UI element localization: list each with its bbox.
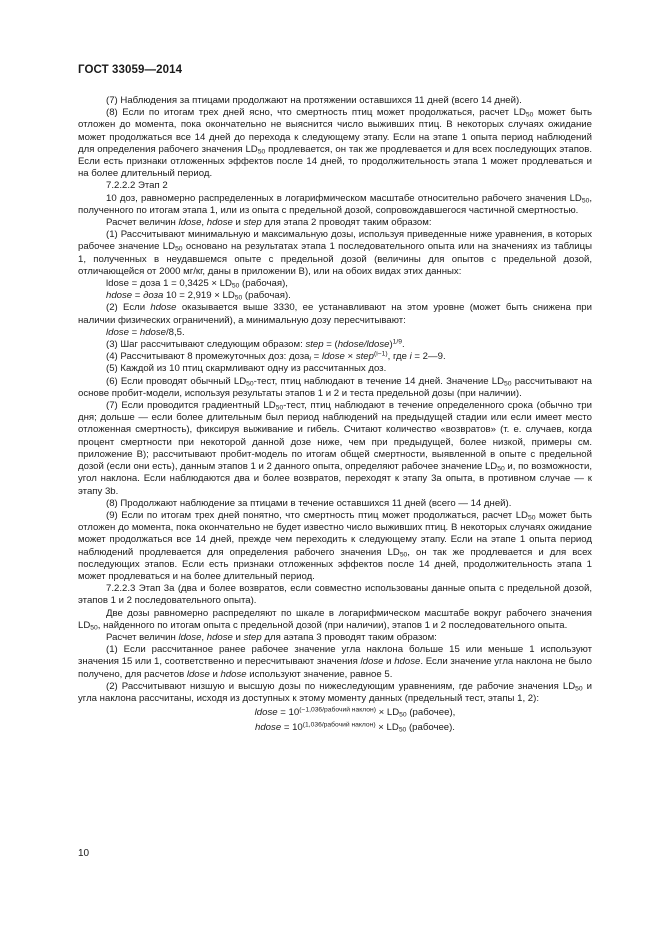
formula: hdose = доза $10 = 2,919 \times LD_{50}$ (рабочая). [106,290,291,302]
paragraph: (1) Если рассчитанное ранее рабочее значение угла наклона больше 15 или меньше 1 используют значения 15 или 1, соответственно и пересчитывают значения ldose и hdose. Если значение угла наклона не было получено, для расчетов ldose и hdose используют значение, равное 5. [78,644,592,680]
paragraph: (7) Если проводится градиентный $LD_{50}$-тест, птиц наблюдают в течение определенного срока (обычно три дня; дольше — если более длительным был период наблюдений на предыдущей стадии или если имеет место отложенная смертность), фиксируя выживание и гибель. Считают количество «возвратов» (т. е. случаев, когда процент смертности при некоторой данной дозе ниже, чем при предыдущей, более низкой, примеры см. приложение В); рассчитывают пробит-модель по итогам общей смертности, выявленной в опыте с предельной дозой (если они есть), данным этапов 1 и 2 данного опыта, определяют рабочее значение $LD_{50}$ и, по возможности, угол наклона. Если наблюдаются два и более возвратов, переходят к этапу 3а опыта, в противном случае — к этапу 3b. [78,400,592,497]
paragraph: (8) Продолжают наблюдение за птицами в течение оставшихся 11 дней (всего — 14 дней). [106,497,512,509]
paragraph: Расчет величин ldose, hdose и step для этапа 2 проводят таким образом: [106,217,432,229]
formula: ldose = доза $1 = 0,3425 \times LD_{50}$ (рабочая), [106,278,288,290]
paragraph: (4) Рассчитывают 8 промежуточных доз: доза$_i$ = ldose × step$^{(i-1)}$, где i = 2—9. [106,350,446,363]
paragraph: (2) Если hdose оказывается выше 3330, ее устанавливают на этом уровне (может быть снижена при наличии физических ограничений), а минимальную дозу пересчитывают: [78,302,592,326]
standard-header: ГОСТ 33059—2014 [78,64,183,76]
paragraph: (5) Каждой из 10 птиц скармливают одну из рассчитанных доз. [106,363,387,375]
paragraph: Расчет величин ldose, hdose и step для аэтапа 3 проводят таким образом: [106,631,437,643]
paragraph: (3) Шаг рассчитывают следующим образом: step = (hdose/ldose)$^{1/9}$. [106,338,405,351]
paragraph: (2) Рассчитывают низшую и высшую дозы по нижеследующим уравнениям, где рабочие значения $LD_{50}$ и угла наклона рассчитаны, исходя из доступных к этому моменту данных (предельный тест, этапы 1, 2): [78,680,592,704]
paragraph: (6) Если проводят обычный $LD_{50}$-тест, птиц наблюдают в течение 14 дней. Значение $LD_{50}$ рассчитывают на основе пробит-модели, используя результаты этапов 1 и 2 и теста предельной дозы (при наличии). [78,375,592,399]
formula: ldose = $10^{(-1,036/рабочий наклон)} \times LD_{50}$ (рабочее), [254,706,456,719]
section-heading: 7.2.2.2 Этап 2 [106,180,168,192]
formula: hdose = $10^{(1,036/рабочий наклон)} \times LD_{50}$ (рабочее). [255,722,455,735]
page-number: 10 [78,848,90,859]
formula: ldose = hdose/8,5. [106,326,185,338]
paragraph: (1) Рассчитывают минимальную и максимальную дозы, используя приведенные ниже уравнения, в которых рабочее значение $LD_{50}$ основано на результатах этапа 1 последовательного опыта или на значениях из таблицы 1, полученных в неудавшемся опыте с предельной дозой (величины для опытов с предельной дозой, отличающейся от 2000 мг/кг, даны в приложении В), или на обоих видах этих данных: [78,229,593,277]
paragraph: (7) Наблюдения за птицами продолжают на протяжении оставшихся 11 дней (всего 14 дней). [106,95,522,106]
paragraph: (9) Если по итогам трех дней понятно, что смертность птиц может продолжаться, расчет $LD_{50}$ может быть отложен до момента, пока окончательно не будет известно число выживших птиц. В некоторых случаях ожидание может продолжаться все 14 дней, прежде чем переходить к следующему этапу. Если на этапе 1 опыта период наблюдений продлевается для определения рабочего значения $LD_{50}$, он так же продлевается и для всех последующих этапов. Если есть признаки отложенных эффектов после 14 дней, продолжительность этапа 1 может продлеваться и на более длительный период. [78,509,593,582]
paragraph: (8) Если по итогам трех дней ясно, что смертность птиц может продолжаться, расчет $LD_{50}$ может быть отложен до момента, пока окончательно не выяснится число выживших птиц. В некоторых случаях ожидание может продолжаться все 14 дней до перехода к следующему этапу. Если на этапе 1 опыта период наблюдений для определения рабочего значения $LD_{50}$ продлевается, он так же продлевается и для всех последующих этапов. Если есть признаки отложенных эффектов после 14 дней, то продолжительность этапа 1 может продлеваться и на более длительный период. [78,107,592,180]
paragraph: Две дозы равномерно распределяют по шкале в логарифмическом масштабе вокруг рабочего значения $LD_{50}$, найденного по итогам опыта с предельной дозой (при наличии), этапов 1 и 2 последовательного опыта. [78,607,592,632]
section-heading: 7.2.2.3 Этап 3а (два и более возвратов, если совместно использованы данные опыта с предельной дозой, этапов 1 и 2 последовательного опыта). [78,583,592,607]
paragraph: 10 доз, равномерно распределенных в логарифмическом масштабе относительно рабочего значения $LD_{50}$, полученного по итогам этапа 1, или из опыта с предельной дозой, сопровождавшегося частичной смертностью. [78,192,592,216]
document-body [78,95,592,735]
